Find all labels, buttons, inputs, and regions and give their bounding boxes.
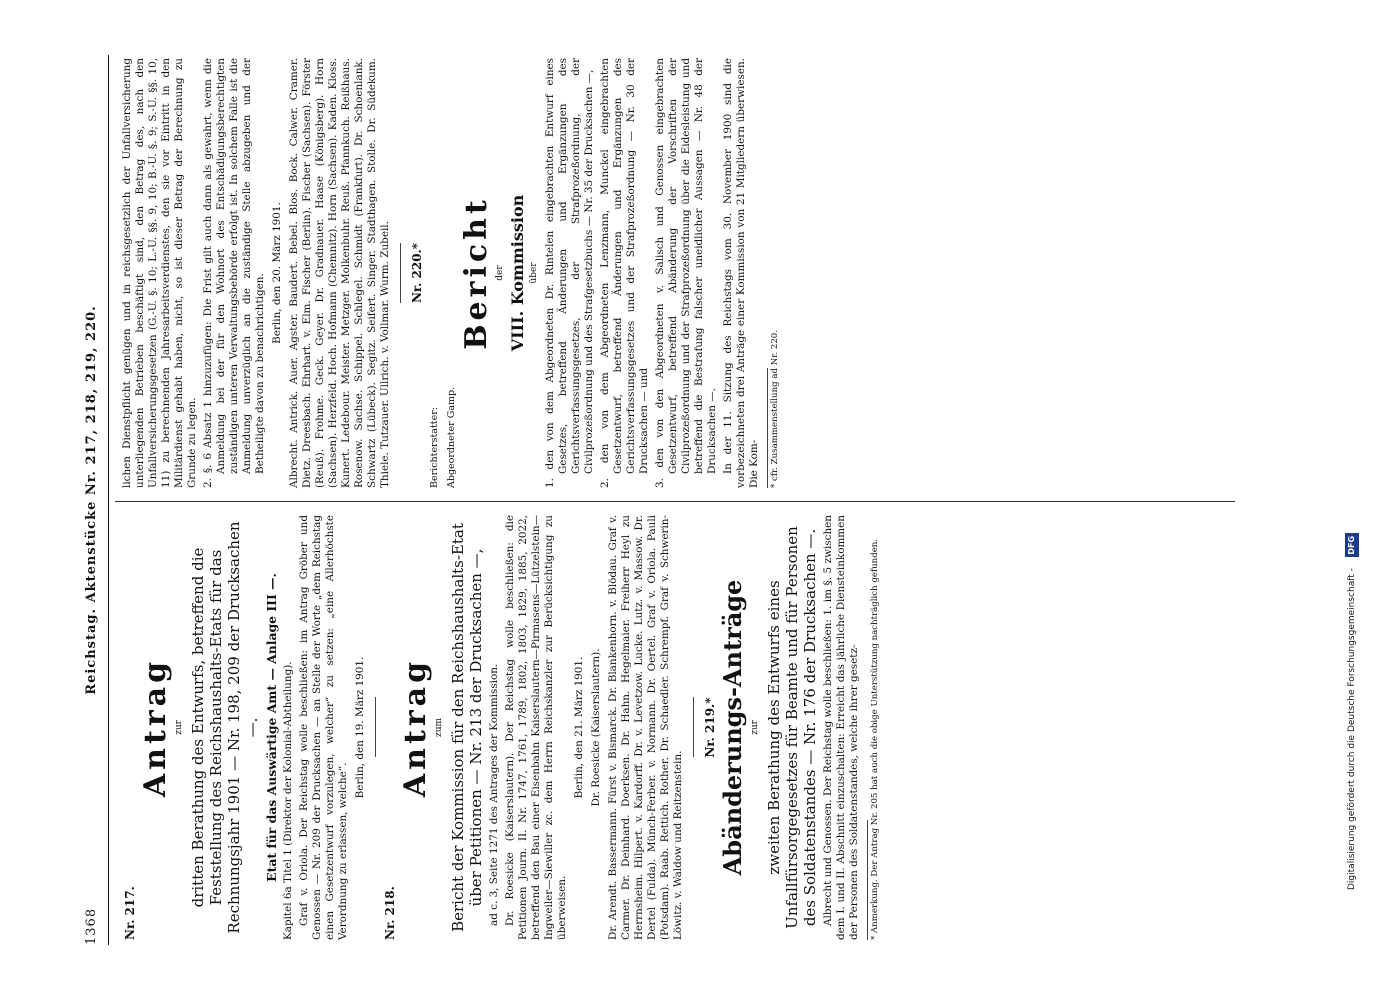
cosigners-218: Dr. Arendt. Bassermann. Fürst v. Bismarck. Dr. Blankenhorn. v. Blödau. Graf v. Carmer. Dr. Deinhard. Doerksen. Dr. Hahn. Hegelmaier. Freiherr Heyl zu Herrnsheim. Hilpert. v. Kardorff. Dr. v. Levetzow. Lucke. Lutz. v. Massow. Dr. Dertel (Fulda). Münch-Ferber. v. Normann. Dr. Oertel. Graf v. Oriola. Pauli (Potsdam). Raab. Rettich. Rother. Dr. Schaedler. Schrempf. Graf v. Schwerin-Löwitz. v. Waldow und Reitzenstein. xyxy=(607,515,684,940)
antrag-text-218: Dr. Roesicke (Kaiserslautern). Der Reichstag wolle beschließen: die Petitionen Journ. II. Nr. 1747, 1761, 1789, 1802, 1803, 1829, 1885, 2022, betreffend den Bau einer Eisenbahn Kaiserslautern—Pirmasens—Lützelstein—Ingweiler—Siewiller zc. dem Herrn Reichskanzler zur Berücksichtigung zu überweisen. xyxy=(504,515,568,940)
running-header xyxy=(84,55,106,945)
kapitel-line: Kapitel 6a Titel 1 (Direktor der Kolonial-Abtheilung). xyxy=(282,661,294,940)
reporter-label: Berichterstatter: xyxy=(429,407,440,488)
section-number-218: Nr. 218. xyxy=(383,886,397,940)
footnote-220: * cfr. Zusammenstellung ad Nr. 220. xyxy=(770,330,780,488)
section-title-217: dritten Berathung des Entwurfs, betreffend die Feststellung des Reichshaushalts-Etats für das Rechnungsjahr 1901 — Nr. 198, 209 der Drucksachen —. xyxy=(189,521,261,934)
section-der: der xyxy=(495,265,505,281)
commission-title: VIII. Kommission xyxy=(508,194,527,352)
section-heading-antrag-218: Antrag xyxy=(398,657,433,798)
section-number-219: Nr. 219.* xyxy=(703,697,717,758)
section-zum: zum xyxy=(434,717,444,738)
column-divider xyxy=(115,501,1235,502)
running-title: Reichstag. Aktenstücke Nr. 217, 218, 219, 220. xyxy=(84,305,99,695)
separator xyxy=(400,243,401,303)
antrag-text-219: Albrecht und Genossen. Der Reichstag wolle beschließen: 1. im §. 5 zwischen dem I. und II. Abschnitt einzuschalten: Erreicht das jährliche Diensteinkommen der Personen des Soldatenstandes, welche ihrer gesetz- xyxy=(822,515,860,940)
section-heading-antrag-217: Antrag xyxy=(138,657,173,798)
section-zur-219: zur xyxy=(750,720,760,735)
separator xyxy=(375,698,376,758)
section-number-220: Nr. 220.* xyxy=(410,242,424,304)
left-column xyxy=(118,515,881,940)
ad-line-218: ad c. 3, Seite 1271 des Antrages der Kommission. xyxy=(488,663,500,926)
footnote-rule xyxy=(867,820,868,940)
separator xyxy=(693,698,694,758)
right-column xyxy=(118,58,781,488)
section-title-219: zweiten Berathung des Entwurfs eines Unfallfürsorgegesetzes für Beamte und für Personen des Soldatenstandes — Nr. 176 der Drucksachen —. xyxy=(765,526,819,929)
section-title-218: Bericht der Kommission für den Reichshaushalts-Etat über Petitionen — Nr. 213 der Drucksachen —, xyxy=(449,523,485,932)
date-218: Berlin, den 21. März 1901. xyxy=(573,656,585,799)
etat-heading: Etat für das Auswärtige Amt — Anlage III —. xyxy=(264,573,279,882)
section-number-217: Nr. 217. xyxy=(123,886,137,940)
continuation-item-2: 2. §. 6 Absatz 1 hinzuzufügen: Die Frist gilt auch dann als gewahrt, wenn die Anmeldung bei der für den Wohnort des Entschädigungsberechtigten zuständigen unteren Verwaltungsbehörde erfolgt ist. In solchem Falle ist die Anmeldung unverzüglich an die zuständige Stelle abzugeben und der Betheiligte davon zu benachrichtigen. xyxy=(202,58,266,488)
section-heading-bericht: Bericht xyxy=(459,196,494,350)
digitization-stamp xyxy=(1345,10,1359,890)
section-zur: zur xyxy=(174,720,184,735)
reporter-name: Abgeordneter Gamp. xyxy=(446,386,457,488)
footnote-219: * Anmerkung. Der Antrag Nr. 205 hat auch die obige Unterstützung nachträglich gefunden. xyxy=(870,538,880,940)
footnote-rule xyxy=(767,368,768,488)
section-heading-219: Abänderungs-Anträge xyxy=(718,579,747,876)
signer-218: Dr. Roesicke (Kaiserslautern). xyxy=(590,648,602,807)
dfg-logo: DFG xyxy=(1345,533,1359,557)
page-number: 1368 xyxy=(84,907,99,945)
report-item-1: 1. den von dem Abgeordneten Dr. Rintelen eingebrachten Entwurf eines Gesetzes, betreffend Änderungen und Ergänzungen des Gerichtsverfassungsgesetzes, der Strafprozeßordnung, der Civilprozeßordnung und des Strafgesetzbuchs — Nr. 35 der Drucksachen —, xyxy=(544,58,595,488)
report-item-2: 2. den von dem Abgeordneten Lenzmann, Munckel eingebrachten Gesetzentwurf, betreffend Änderungen und Ergänzungen des Gerichtsverfassungsgesetzes und der Strafprozeßordnung — Nr. 30 der Drucksachen — und xyxy=(599,58,650,488)
date-217: Berlin, den 19. März 1901. xyxy=(354,656,366,799)
antrag-text-217: Graf v. Oriola. Der Reichstag wolle beschließen: im Antrag Gröber und Genossen — Nr. 209 der Drucksachen — an Stelle der Worte „dem Reichstag einen Gesetzentwurf vorzulegen, welcher“ zu setzen: „eine Allerhöchste Verordnung zu erlassen, welche“. xyxy=(298,515,349,940)
report-item-3: 3. den von den Abgeordneten v. Salisch und Genossen eingebrachten Gesetzentwurf, betreffend Abänderung der Vorschriften der Civilprozeßordnung und der Strafprozeßordnung über die Eidesleistung und betreffend die Bestrafung falscher uneidlicher Aussagen — Nr. 48 der Drucksachen —. xyxy=(654,58,718,488)
cosigners-219: Albrecht. Antrick. Auer. Agster. Baudert. Bebel. Blos. Bock. Calwer. Cramer. Dietz. Dreesbach. Ehrhart. v. Elm. Fischer (Berlin). Fischer (Sachsen). Förster (Reuß). Frohme. Geck. Geyer. Dr. Gradnauer. Haase (Königsberg). Horn (Sachsen). Herzfeld. Hoch. Hofmann (Chemnitz). Horn (Sachsen). Kaden. Kloss. Kunert. Ledebour. Meister. Metzger. Molkenbuhr. Reuß. Pfannkuch. Reißhaus. Rosenow. Sachse. Schippel. Schlegel. Schmidt (Frankfurt). Dr. Schoenlank. Schwartz (Lübeck). Segitz. Seifert. Singer. Stadthagen. Stolle. Dr. Südekum. Thiele. Tutzauer. Ullrich. v. Vollmar. Wurm. Zubeil. xyxy=(288,58,391,488)
report-text: In der 11. Sitzung des Reichstags vom 30. November 1900 sind die vorbezeichneten drei Anträge einer Kommission von 21 Mitgliedern überwiesen. Die Kom- xyxy=(722,58,760,488)
stamp-text: Digitalisierung gefördert durch die Deutsche Forschungsgemeinschaft - xyxy=(1347,568,1357,890)
section-ueber: über xyxy=(529,262,539,284)
date-219: Berlin, den 20. März 1901. xyxy=(271,202,283,344)
continuation-text: lichen Dienstpflicht genügen und in reichsgesetzlich der Unfallversicherung unterliegenden Betrieben beschäftigt sind, den Betrag des, nach den Unfallversicherungsgesetzen (G.-U. §. 10; L.-U. §§. 9, 10; B.-U. §. 9; S.-U. §§. 10, 11) zu berechnenden Jahresarbeitsverdienstes, den sie vor Eintritt in den Militärdienst gehabt haben, nicht, so ist dieser Betrag der Berechnung zu Grunde zu legen. xyxy=(121,58,198,488)
header-rule xyxy=(108,55,109,945)
